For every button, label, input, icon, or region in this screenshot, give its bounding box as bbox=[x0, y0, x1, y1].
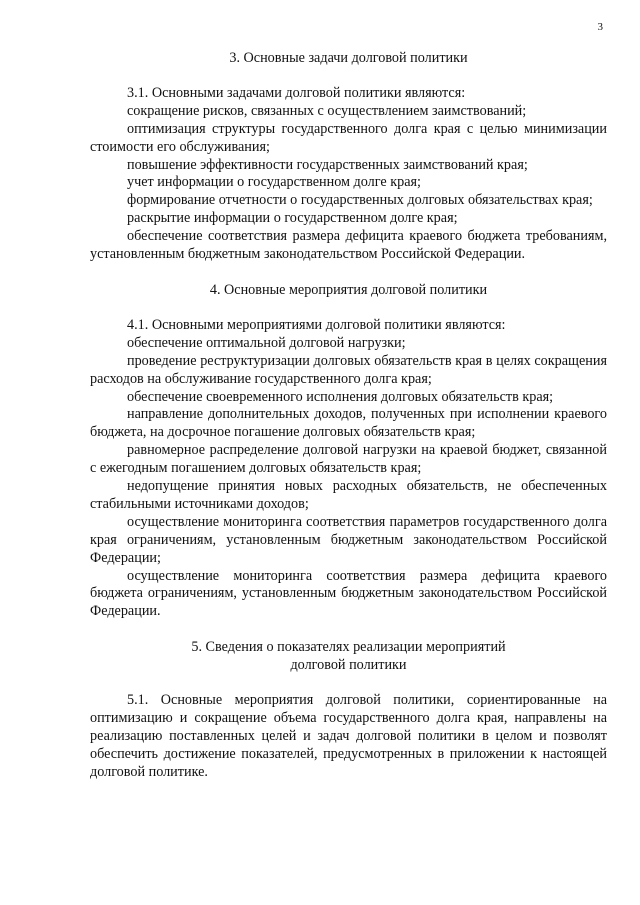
spacer bbox=[90, 68, 607, 85]
paragraph: 3.1. Основными задачами долговой политики являются: bbox=[127, 84, 466, 101]
paragraph: осуществление мониторинга соответствия размера дефицита краевого бюджета ограничениям, установленным бюджетным законодательством Российской Федерации. bbox=[90, 567, 607, 620]
paragraph: учет информации о государственном долге края; bbox=[127, 174, 421, 191]
paragraph: равномерное распределение долговой нагрузки на краевой бюджет, связанной с ежегодным погашением долговых обязательств края; bbox=[90, 442, 607, 477]
section-heading-line: 3. Основные задачи долговой политики bbox=[229, 50, 468, 66]
paragraph: сокращение рисков, связанных с осуществлением заимствований; bbox=[127, 102, 527, 119]
paragraph: осуществление мониторинга соответствия параметров государственного долга края ограничениям, установленным бюджетным законодательством Российской Федерации; bbox=[90, 513, 607, 566]
section-heading-line: 5. Сведения о показателях реализации мероприятий bbox=[191, 639, 506, 656]
spacer bbox=[90, 621, 607, 639]
paragraph: проведение реструктуризации долговых обязательств края в целях сокращения расходов на обслуживание государственного долга края; bbox=[90, 352, 607, 387]
paragraph: обеспечение оптимальной долговой нагрузки; bbox=[127, 334, 406, 351]
spacer bbox=[90, 675, 607, 692]
section-heading bbox=[90, 282, 607, 300]
paragraph: 5.1. Основные мероприятия долговой политики, сориентированные на оптимизацию и сокращение объема государственного долга края, направлены на реализацию поставленных целей и задач долговой политики в целом и позволят обеспечить достижение показателей, предусмотренных в приложении к настоящей долговой политике. bbox=[90, 692, 607, 780]
page-number: 3 bbox=[597, 21, 603, 33]
section-heading bbox=[90, 639, 607, 675]
paragraph: 4.1. Основными мероприятиями долговой политики являются: bbox=[127, 316, 506, 333]
paragraph: обеспечение своевременного исполнения долговых обязательств края; bbox=[127, 388, 554, 405]
paragraph: формирование отчетности о государственных долговых обязательствах края; bbox=[127, 192, 593, 209]
spacer bbox=[90, 300, 607, 317]
paragraph: повышение эффективности государственных заимствований края; bbox=[127, 156, 528, 173]
document-body bbox=[90, 50, 607, 782]
section-heading bbox=[90, 50, 607, 68]
section-heading-line: долговой политики bbox=[290, 657, 407, 674]
section-4 bbox=[90, 282, 607, 621]
spacer bbox=[90, 264, 607, 282]
section-3 bbox=[90, 50, 607, 264]
paragraph: обеспечение соответствия размера дефицита краевого бюджета требованиям, установленным бюджетным законодательством Российской Федерации. bbox=[90, 228, 607, 263]
paragraph: недопущение принятия новых расходных обязательств, не обеспеченных стабильными источниками доходов; bbox=[90, 478, 607, 512]
paragraph: раскрытие информации о государственном долге края; bbox=[127, 210, 458, 227]
section-heading-line: 4. Основные мероприятия долговой политики bbox=[209, 281, 488, 298]
section-5 bbox=[90, 639, 607, 781]
paragraph: направление дополнительных доходов, полученных при исполнении краевого бюджета, на досрочное погашение долговых обязательств края; bbox=[90, 406, 607, 441]
paragraph: оптимизация структуры государственного долга края с целью минимизации стоимости его обслуживания; bbox=[90, 120, 607, 155]
